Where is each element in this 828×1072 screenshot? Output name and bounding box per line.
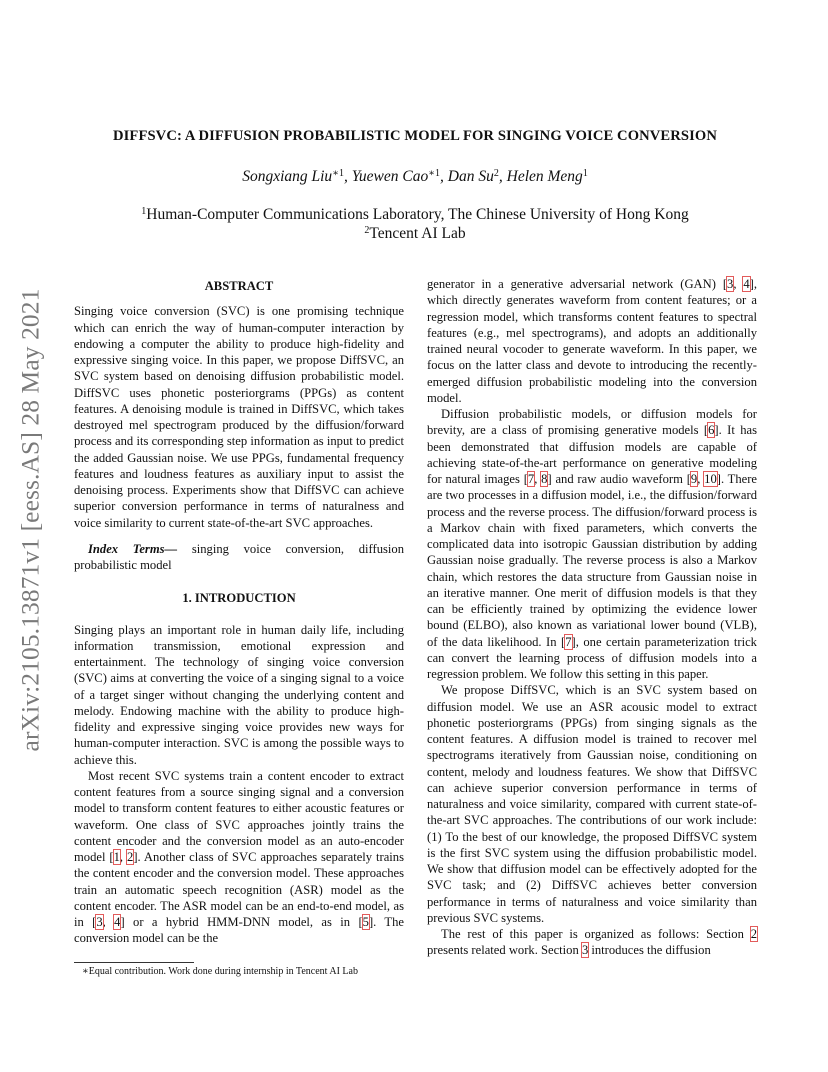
- right-paragraph-3: We propose DiffSVC, which is an SVC system based on diffusion model. We use an ASR acousic model to extract phonetic posteriorgrams (PPGs) from singing signals as the content features. A diffusion model is trained to recover mel spectrograms iteratively from Gaussian noise, conditioning on content, melody and loudness features. We show that DiffSVC can achieve superior conversion performance in terms of naturalness and voice similarity, compared with current state-of-the-art SVC approaches. The contributions of our work include: (1) To the best of our knowledge, the proposed DiffSVC system is the first SVC system using the diffusion probabilistic model. We show that diffusion model can be effectively adopted for the SVC task; and (2) DiffSVC achieves better conversion performance in terms of naturalness and voice similarity than previous SVC systems.: [427, 683, 757, 925]
- index-terms: [74, 541, 404, 574]
- author-sup: 2: [493, 168, 499, 179]
- index-terms-label: Index Terms—: [88, 541, 178, 556]
- abstract-heading: ABSTRACT: [204, 279, 274, 293]
- right-paragraph-4: The rest of this paper is organized as follows: Section 2 presents related work. Section 3 introduces the diffusion: [427, 927, 757, 958]
- citation-link[interactable]: 7: [565, 634, 572, 649]
- right-column: [427, 276, 757, 959]
- abstract-text: Singing voice conversion (SVC) is one promising technique which can enrich the way of human-computer interaction by endowing a computer the ability to produce high-fidelity and expressive singing voice. In this paper, we propose DiffSVC, an SVC system based on denoising diffusion probabilistic model. DiffSVC uses phonetic posteriorgrams (PPGs) as content features. A denoising module is trained in DiffSVC, which takes destroyed mel spectrogram produced by the diffusion/forward process and its corresponding step information as input to predict the added Gaussian noise. We use PPGs, fundamental frequency features and loudness features as auxiliary input to assist the denoising process. Experiments show that DiffSVC can achieve superior conversion performance in terms of naturalness and voice similarity to current state-of-the-art SVC approaches.: [74, 304, 404, 530]
- arxiv-stamp: [10, 265, 50, 775]
- footnote: ∗Equal contribution. Work done during internship in Tencent AI Lab: [82, 966, 358, 977]
- author-name: Helen Meng: [506, 168, 583, 185]
- affiliation-name: Tencent AI Lab: [369, 225, 466, 242]
- citation-link[interactable]: 9: [690, 472, 698, 486]
- intro-paragraph-2: Most recent SVC systems train a content encoder to extract content features from a source singing signal and a conversion model to transform content features to either acoustic features or waveform. One class of SVC approaches jointly trains the content encoder and the conversion model as an auto-encoder model [1, 2]. Another class of SVC approaches separately trains the content encoder and the conversion model. These approaches train an automatic speech recognition (ASR) model as the content encoder. The ASR model can be an end-to-end model, as in [3, 4] or a hybrid HMM-DNN model, as in [5]. The conversion model can be the: [74, 768, 405, 946]
- intro-heading: 1. INTRODUCTION: [182, 591, 296, 606]
- affiliation-sup: 2: [364, 225, 370, 236]
- citation-link[interactable]: 7: [527, 472, 535, 486]
- left-column: [74, 278, 404, 947]
- author-name: Songxiang Liu: [242, 168, 333, 185]
- citation-link[interactable]: 1: [113, 850, 120, 864]
- footnote-rule: [74, 962, 194, 963]
- citation-link[interactable]: 10: [704, 472, 717, 486]
- citation-link[interactable]: 4: [743, 277, 750, 291]
- affiliation-2: [70, 224, 760, 243]
- affiliations: [70, 205, 760, 243]
- affiliation-sup: 1: [141, 206, 147, 217]
- citation-link[interactable]: 4: [114, 915, 121, 929]
- author-sup: 1: [582, 168, 588, 179]
- affiliation-name: Human-Computer Communications Laboratory, The Chinese University of Hong Kong: [146, 206, 689, 223]
- index-terms-text: singing voice conversion, diffusion probabilistic model: [74, 541, 404, 572]
- author-name: Dan Su: [447, 168, 494, 185]
- author-name: Yuewen Cao: [351, 168, 429, 185]
- paper-title: DIFFSVC: A DIFFUSION PROBABILISTIC MODEL FOR SINGING VOICE CONVERSION: [113, 128, 717, 144]
- citation-link[interactable]: 8: [541, 472, 548, 486]
- author-sup: ∗1: [428, 168, 441, 179]
- citation-link[interactable]: 6: [708, 423, 715, 438]
- citation-link[interactable]: 5: [362, 915, 369, 929]
- right-paragraph-1: generator in a generative adversarial network (GAN) [3, 4], which directly generates waveform from content features; or a regression model, which transforms content features to spectral features (e.g., mel spectrograms), and adopts an additionally trained neural vocoder to generate waveform. In this paper, we focus on the latter class and devote to introducing the recently-emerged diffusion probabilistic modeling into the conversion model.: [427, 277, 757, 405]
- citation-link[interactable]: 3: [96, 915, 103, 929]
- citation-link[interactable]: 2: [127, 850, 134, 864]
- affiliation-1: [70, 205, 760, 224]
- section-link[interactable]: 2: [750, 927, 757, 941]
- citation-link[interactable]: 3: [727, 277, 734, 291]
- author-sup: ∗1: [332, 168, 344, 179]
- intro-paragraph-1: Singing plays an important role in human daily life, including information transmission, emotional expression and entertainment. The technology of singing voice conversion (SVC) aims at converting the voice of a singing signal to a voice of a target singer without changing the underlying content and melody. Endowing machine with the ability to produce high-fidelity and expressive singing voice provides new ways for human-computer interaction. SVC is among the possible ways to achieve this.: [74, 622, 404, 767]
- right-paragraph-2: Diffusion probabilistic models, or diffusion models for brevity, are a class of promising generative models [6]. It has been demonstrated that diffusion models are capable of achieving state-of-the-art performance on generative modeling for natural images [7, 8] and raw audio waveform [9, 10]. There are two processes in a diffusion model, i.e., the diffusion/forward process and the reverse process. The diffusion/forward process is a Markov chain with fixed parameters, which converts the complicated data into isotropic Gaussian distribution by adding Gaussian noise gradually. The reverse process is also a Markov chain, which restores the data structure from Gaussian noise in an iterative manner. One merit of diffusion models is that they can be efficiently trained by optimizing the evidence lower bound (ELBO), also known as variational lower bound (VLB), of the data likelihood. In [7], one certain parameterization trick can convert the learning process of diffusion models into a regression problem. We follow this setting in this paper.: [427, 407, 758, 681]
- arxiv-id: arXiv:2105.13871v1 [eess.AS] 28 May 2021: [15, 288, 45, 752]
- section-link[interactable]: 3: [581, 943, 589, 958]
- author-list: Songxiang Liu$^{∗1}$, Yuewen Cao$^{∗1}$, Dan Su$^2$, Helen Meng$^1$: [242, 168, 588, 185]
